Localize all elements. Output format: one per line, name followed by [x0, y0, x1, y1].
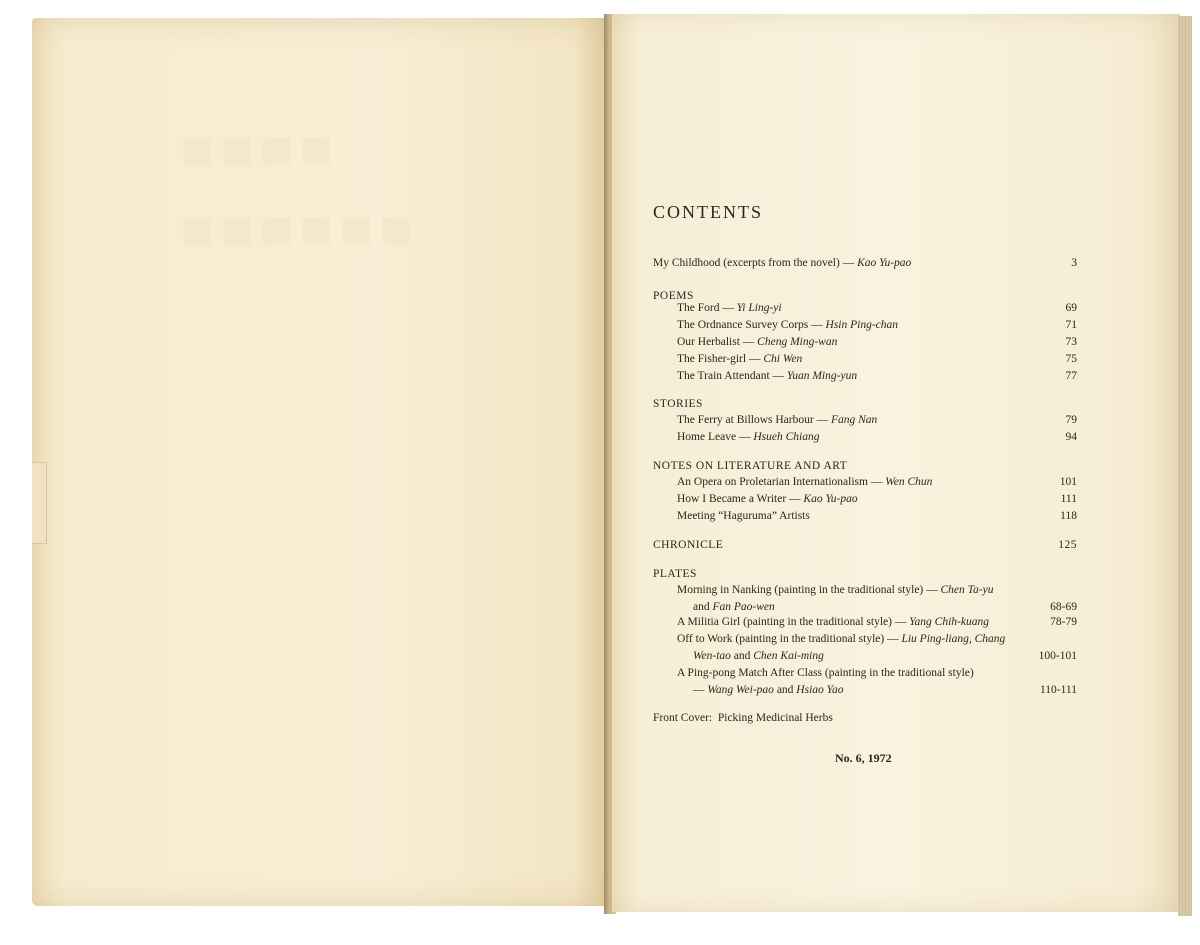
- plate-entry: A Militia Girl (painting in the traditional style) — Yang Chih-kuang 78-79: [677, 616, 1077, 628]
- front-cover-line: [653, 709, 1077, 727]
- plate-entry: A Ping-pong Match After Class (painting in the traditional style): [677, 667, 974, 679]
- toc-entry-feature: [653, 254, 1077, 272]
- toc-entry: Meeting “Haguruma” Artists 118: [677, 510, 1077, 522]
- contents-heading: CONTENTS: [653, 202, 763, 222]
- toc-entry: The Ordnance Survey Corps — Hsin Ping-chan 71: [677, 319, 1077, 331]
- plate-entry: Morning in Nanking (painting in the traditional style) — Chen Ta-yu: [677, 584, 994, 596]
- page-edges: [1178, 16, 1192, 916]
- section-heading-poems: POEMS: [653, 290, 694, 302]
- entry-title: My Childhood (excerpts from the novel): [653, 257, 840, 269]
- plate-entry-continued: Wen-tao and Chen Kai-ming 100-101: [693, 650, 1077, 662]
- section-heading-chronicle: CHRONICLE 125: [653, 539, 1077, 551]
- show-through-text: ■■■■ ■■■■■■: [180, 119, 419, 261]
- page-tab: [32, 462, 47, 544]
- toc-entry: An Opera on Proletarian Internationalism — Wen Chun 101: [677, 476, 1077, 488]
- toc-entry: The Fisher-girl — Chi Wen 75: [677, 353, 1077, 365]
- entry-page: 3: [1071, 257, 1077, 269]
- toc-entry: Home Leave — Hsueh Chiang 94: [677, 431, 1077, 443]
- entry-dash: —: [839, 257, 858, 269]
- toc-entry: The Ferry at Billows Harbour — Fang Nan 79: [677, 414, 1077, 426]
- section-heading-notes: NOTES ON LITERATURE AND ART: [653, 460, 848, 472]
- plate-entry: Off to Work (painting in the traditional style) — Liu Ping-liang, Chang: [677, 633, 1006, 645]
- toc-entry: How I Became a Writer — Kao Yu-pao 111: [677, 493, 1077, 505]
- plate-entry-continued: — Wang Wei-pao and Hsiao Yao 110-111: [693, 684, 1077, 696]
- toc-entry: The Ford — Yi Ling-yi 69: [677, 302, 1077, 314]
- section-heading-stories: STORIES: [653, 398, 703, 410]
- plate-entry-continued: and Fan Pao-wen 68-69: [693, 601, 1077, 613]
- front-cover-label: Front Cover:: [653, 712, 713, 724]
- toc-entry: The Train Attendant — Yuan Ming-yun 77: [677, 370, 1077, 382]
- issue-number: No. 6, 1972: [835, 751, 892, 765]
- section-heading-plates: PLATES: [653, 568, 697, 580]
- toc-entry: Our Herbalist — Cheng Ming-wan 73: [677, 336, 1077, 348]
- entry-author: Kao Yu-pao: [857, 257, 912, 269]
- front-cover-title: Picking Medicinal Herbs: [717, 712, 833, 724]
